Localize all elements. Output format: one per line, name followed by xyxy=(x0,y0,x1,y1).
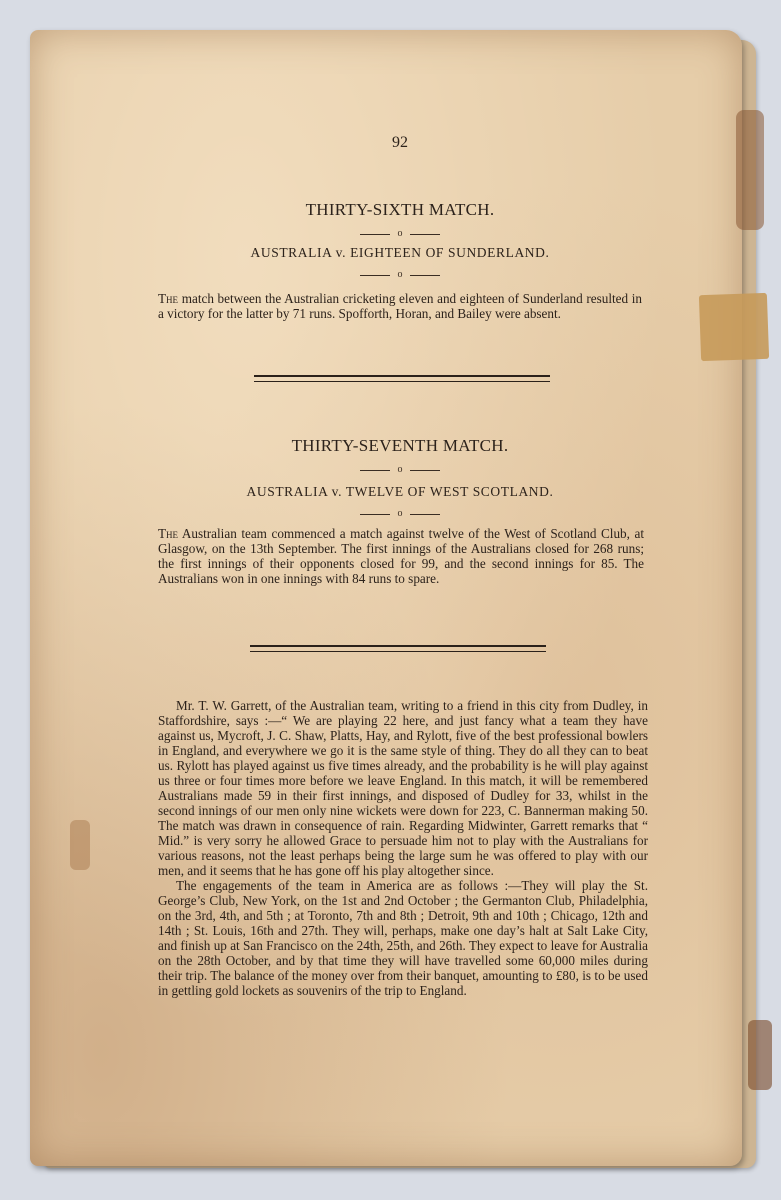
match36-paragraph xyxy=(158,291,642,321)
edge-stain xyxy=(70,820,90,870)
letter-paragraph: Mr. T. W. Garrett, of the Australian team, writing to a friend in this city from Dudley, in Staffordshire, says :—“ We are playing 22 here, and just fancy what a team they have against us, Mycroft, J. C. Shaw, Platts, Hay, and Rylott, five of the best professional bowlers in England, and everywhere we go it is the same style of thing. They do all they can to beat us. Rylott has played against us five times already, and the probability is he will play against us three or four times more before we leave England. In this match, it will be remembered Australians made 59 in their first innings, and disposed of Dudley for 33, whilst in the second innings of our men only nine wickets were down for 223, C. Bannerman making 50. The match was drawn in consequence of rain. Regarding Midwinter, Garrett remarks that “ Mid.” is very sorry he allowed Grace to persuade him not to play with the Australians for various reasons, not the least perhaps being the large sum he was offered to play with our men, and it seems that he has gone off his play altogether since. xyxy=(158,698,648,878)
section-rule xyxy=(250,645,546,652)
match36-subtitle: AUSTRALIA v. EIGHTEEN OF SUNDERLAND. xyxy=(250,245,550,260)
match37-subtitle: AUSTRALIA v. TWELVE OF WEST SCOTLAND. xyxy=(246,484,554,499)
ornament-divider: o xyxy=(360,270,440,280)
engagements-paragraph: The engagements of the team in America are as follows :—They will play the St. George’s Club, New York, on the 1st and 2nd October ; the Germanton Club, Philadelphia, on the 3rd, 4th, and 5th ; at Toronto, 7th and 8th ; Detroit, 9th and 10th ; Chicago, 12th and 14th ; St. Louis, 16th and 27th. They will, perhaps, make one day’s halt at Salt Lake City, and finish up at San Francisco on the 24th, 25th, and 26th. They expect to leave for Australia on the 28th October, and by that time they will have travelled some 60,000 miles during their trip. The balance of the money over from their banquet, amounting to £80, is to be used in gettling gold lockets as souvenirs of the trip to England. xyxy=(158,878,648,998)
section-rule xyxy=(254,375,550,382)
match37-text: Australian team commenced a match against twelve of the West of Scotland Club, at Glasgow, on the 13th September. The first innings of the Australians closed for 268 runs; the first innings of their opponents closed for 99, and the second innings for 85. The Australians won in one innings with 84 runs to spare. xyxy=(158,526,644,586)
edge-stain xyxy=(748,1020,772,1090)
letter-section xyxy=(158,698,648,998)
tape-stain xyxy=(699,293,769,361)
match37-title: THIRTY-SEVENTH MATCH. xyxy=(291,436,509,455)
match36-title: THIRTY-SIXTH MATCH. xyxy=(305,200,495,219)
page-number: 92 xyxy=(392,134,408,151)
ornament-divider: o xyxy=(360,465,440,475)
match37-paragraph xyxy=(158,526,644,586)
lead-word: The xyxy=(158,526,179,541)
ornament-divider: o xyxy=(360,229,440,239)
lead-word: The xyxy=(158,291,179,306)
match36-text: match between the Australian cricketing eleven and eighteen of Sunderland resulted in a victory for the latter by 71 runs. Spofforth, Horan, and Bailey were absent. xyxy=(158,291,643,321)
ornament-divider: o xyxy=(360,509,440,519)
